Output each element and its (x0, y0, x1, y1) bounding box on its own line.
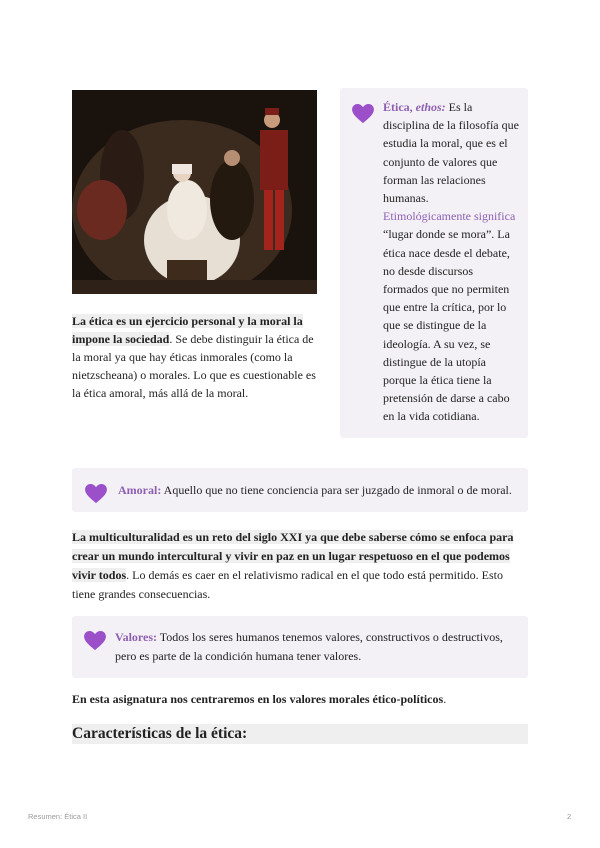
asignatura-period: . (443, 692, 447, 706)
asignatura-paragraph (72, 692, 528, 707)
valores-definition: Todos los seres humanos tenemos valores, constructivos o destructivos, pero es parte de la condición humana tener valores. (115, 630, 503, 663)
ethics-paragraph (72, 312, 318, 402)
page-number: 2 (567, 812, 572, 821)
etica-definition: Es la disciplina de la filosofía que estudia la moral, que es el conjunto de valores que forman las relaciones humanas. (383, 100, 519, 206)
ethics-paragraph-bold: La ética es un ejercicio personal y la moral la impone la sociedad (72, 314, 303, 346)
callout-valores (72, 616, 528, 678)
footer-title: Resumen: Ética II (28, 812, 88, 821)
heart-icon (84, 631, 106, 651)
term-amoral: Amoral: (118, 483, 162, 497)
term-etica: Ética, (383, 100, 416, 114)
amoral-definition: Aquello que no tiene conciencia para ser juzgado de inmoral o de moral. (161, 483, 512, 497)
heart-icon (352, 104, 374, 124)
multiculturalidad-text: . Lo demás es caer en el relativismo radical en el que todo está permitido. Esto tiene grandes consecuencias. (72, 568, 503, 601)
asignatura-bold: En esta asignatura nos centraremos en los valores morales ético-políticos (72, 692, 444, 706)
callout-etica-text (383, 98, 519, 426)
section-heading: Características de la ética: (72, 724, 528, 744)
callout-valores-text (115, 628, 520, 666)
etica-etimologia: “lugar donde se mora”. La ética nace desde el debate, no desde discursos formados que no permiten que entre la crítica, por lo que se distingue de la ideología. A su vez, se distingue de la utopía porque la ética tiene la pretensión de darse a cabo en la vida cotidiana. (383, 227, 510, 424)
callout-amoral (72, 468, 528, 512)
callout-amoral-text (118, 481, 512, 499)
multiculturalidad-paragraph (72, 528, 528, 604)
ethics-paragraph-text: . Se debe distinguir la ética de la moral ya que hay éticas inmorales (como la nietzscheana) o morales. Lo que es cuestionable es la ética amoral, más allá de la moral. (72, 332, 316, 400)
heart-icon (85, 484, 107, 504)
term-ethos: ethos: (415, 100, 446, 114)
term-valores: Valores: (115, 630, 157, 644)
callout-etica (340, 88, 528, 438)
etimologia-label: Etimológicamente significa (383, 209, 516, 224)
multiculturalidad-bold: La multiculturalidad es un reto del siglo XXI ya que debe saberse cómo se enfoca para crear un mundo intercultural y vivir en paz en un lugar respetuoso en el que podemos vivir todos (72, 530, 514, 582)
painting-image (72, 90, 317, 294)
